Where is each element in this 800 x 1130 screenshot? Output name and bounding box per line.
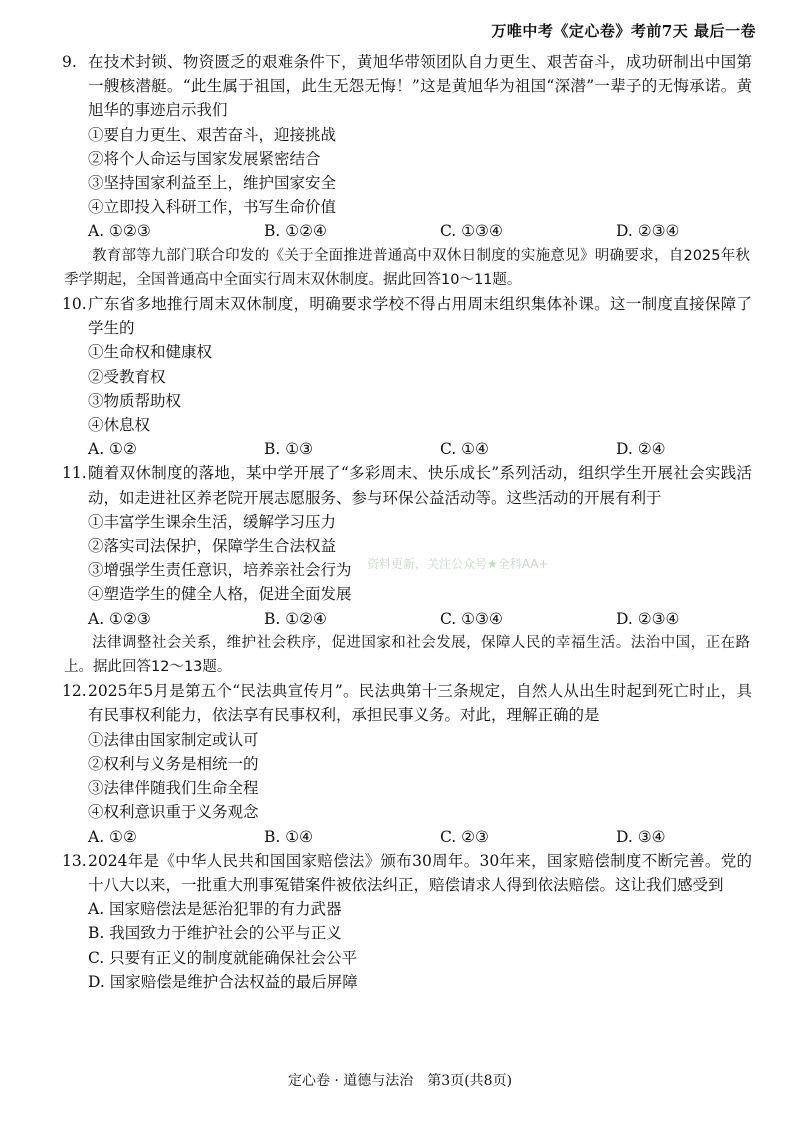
statement-item: ④塑造学生的健全人格，促进全面发展 bbox=[88, 585, 352, 604]
choice-a: A. ①② bbox=[88, 827, 137, 846]
choice-b: B. ①②④ bbox=[264, 609, 327, 628]
choice-b: B. ①③ bbox=[264, 440, 314, 459]
option-list bbox=[62, 897, 752, 994]
question-12 bbox=[62, 679, 752, 727]
statement-item: ③法律伴随我们生命全程 bbox=[88, 779, 259, 798]
choice-b: B. ①②④ bbox=[264, 222, 327, 241]
option-d: D. 国家赔偿是维护合法权益的最后屏障 bbox=[88, 972, 358, 991]
option-b: B. 我国致力于维护社会的公平与正义 bbox=[88, 924, 342, 943]
question-number: 13. bbox=[62, 851, 87, 870]
statement-item: ④立即投入科研工作，书写生命价值 bbox=[88, 198, 337, 217]
choice-a: A. ①②③ bbox=[88, 609, 151, 628]
question-number: 11. bbox=[62, 464, 87, 483]
question-10 bbox=[62, 292, 752, 340]
question-11 bbox=[62, 461, 752, 509]
choice-c: C. ①③④ bbox=[440, 222, 503, 241]
statement-list bbox=[62, 728, 752, 825]
answer-choices bbox=[62, 607, 752, 631]
statement-item: ④休息权 bbox=[88, 416, 151, 435]
choice-d: D. ②④ bbox=[616, 440, 666, 459]
statement-item: ③增强学生责任意识，培养亲社会行为 bbox=[88, 561, 352, 580]
answer-choices bbox=[62, 437, 752, 461]
choice-d: D. ②③④ bbox=[616, 222, 680, 241]
choice-d: D. ②③④ bbox=[616, 609, 680, 628]
answer-choices bbox=[62, 219, 752, 243]
statement-item: ②受教育权 bbox=[88, 367, 166, 386]
choice-a: A. ①② bbox=[88, 440, 137, 459]
question-text: 2025年5月是第五个“民法典宣传月”。民法典第十三条规定，自然人从出生时起到死亡时止，具有民事权利能力，依法享有民事权利，承担民事义务。对此，理解正确的是 bbox=[88, 682, 752, 725]
question-text: 在技术封锁、物资匮乏的艰难条件下，黄旭华带领团队自力更生、艰苦奋斗，成功研制出中国第一艘核潜艇。“此生属于祖国，此生无怨无悔！”这是黄旭华为祖国“深潜”一辈子的无悔承诺。黄旭华的事迹启示我们 bbox=[88, 53, 752, 120]
watermark: 资料更新，关注公众号★全科AA+ bbox=[367, 557, 549, 571]
question-9 bbox=[62, 50, 752, 123]
question-number: 10. bbox=[62, 295, 87, 314]
statement-item: ③物质帮助权 bbox=[88, 391, 182, 410]
page-footer: 定心卷 · 道德与法治 第3页(共8页) bbox=[287, 1073, 513, 1089]
question-text: 广东省多地推行周末双休制度，明确要求学校不得占用周末组织集体补课。这一制度直接保障了学生的 bbox=[88, 295, 752, 338]
option-c: C. 只要有正义的制度就能确保社会公平 bbox=[88, 948, 358, 967]
page-content bbox=[62, 50, 752, 994]
question-text: 2024年是《中华人民共和国国家赔偿法》颁布30周年。30年来，国家赔偿制度不断完善。党的十八大以来，一批重大刑事冤错案件被依法纠正，赔偿请求人得到依法赔偿。这让我们感受到 bbox=[88, 851, 752, 894]
answer-choices bbox=[62, 825, 752, 849]
page-header: 万唯中考《定心卷》考前7天 最后一卷 bbox=[491, 22, 756, 40]
choice-c: C. ①③④ bbox=[440, 609, 503, 628]
choice-d: D. ③④ bbox=[616, 827, 666, 846]
question-number: 12. bbox=[62, 682, 87, 701]
choice-b: B. ①④ bbox=[264, 827, 314, 846]
statement-list bbox=[62, 340, 752, 437]
option-a: A. 国家赔偿法是惩治犯罪的有力武器 bbox=[88, 900, 342, 919]
statement-item: ②落实司法保护，保障学生合法权益 bbox=[88, 537, 337, 556]
choice-a: A. ①②③ bbox=[88, 222, 151, 241]
material-stem: 教育部等九部门联合印发的《关于全面推进普通高中双休日制度的实施意见》明确要求，自2025年秋季学期起，全国普通高中全面实行周末双休制度。据此回答10～11题。 bbox=[64, 247, 750, 288]
statement-item: ④权利意识重于义务观念 bbox=[88, 803, 259, 822]
question-text: 随着双休制度的落地，某中学开展了“多彩周末、快乐成长”系列活动，组织学生开展社会实践活动，如走进社区养老院开展志愿服务、参与环保公益活动等。这些活动的开展有利于 bbox=[88, 464, 752, 507]
material-stem: 法律调整社会关系，维护社会秩序，促进国家和社会发展，保障人民的幸福生活。法治中国，正在路上。据此回答12～13题。 bbox=[64, 634, 750, 676]
statement-item: ③坚持国家利益至上，维护国家安全 bbox=[88, 174, 337, 193]
statement-item: ②将个人命运与国家发展紧密结合 bbox=[88, 149, 321, 168]
statement-item: ①丰富学生课余生活，缓解学习压力 bbox=[88, 512, 337, 531]
statement-item: ②权利与义务是相统一的 bbox=[88, 754, 259, 773]
choice-c: C. ①④ bbox=[440, 440, 489, 459]
choice-c: C. ②③ bbox=[440, 827, 489, 846]
statement-list bbox=[62, 123, 752, 220]
statement-item: ①要自力更生、艰苦奋斗，迎接挑战 bbox=[88, 125, 337, 144]
statement-item: ①生命权和健康权 bbox=[88, 343, 213, 362]
statement-item: ①法律由国家制定或认可 bbox=[88, 730, 259, 749]
question-number: 9. bbox=[62, 53, 77, 71]
question-13 bbox=[62, 849, 752, 897]
